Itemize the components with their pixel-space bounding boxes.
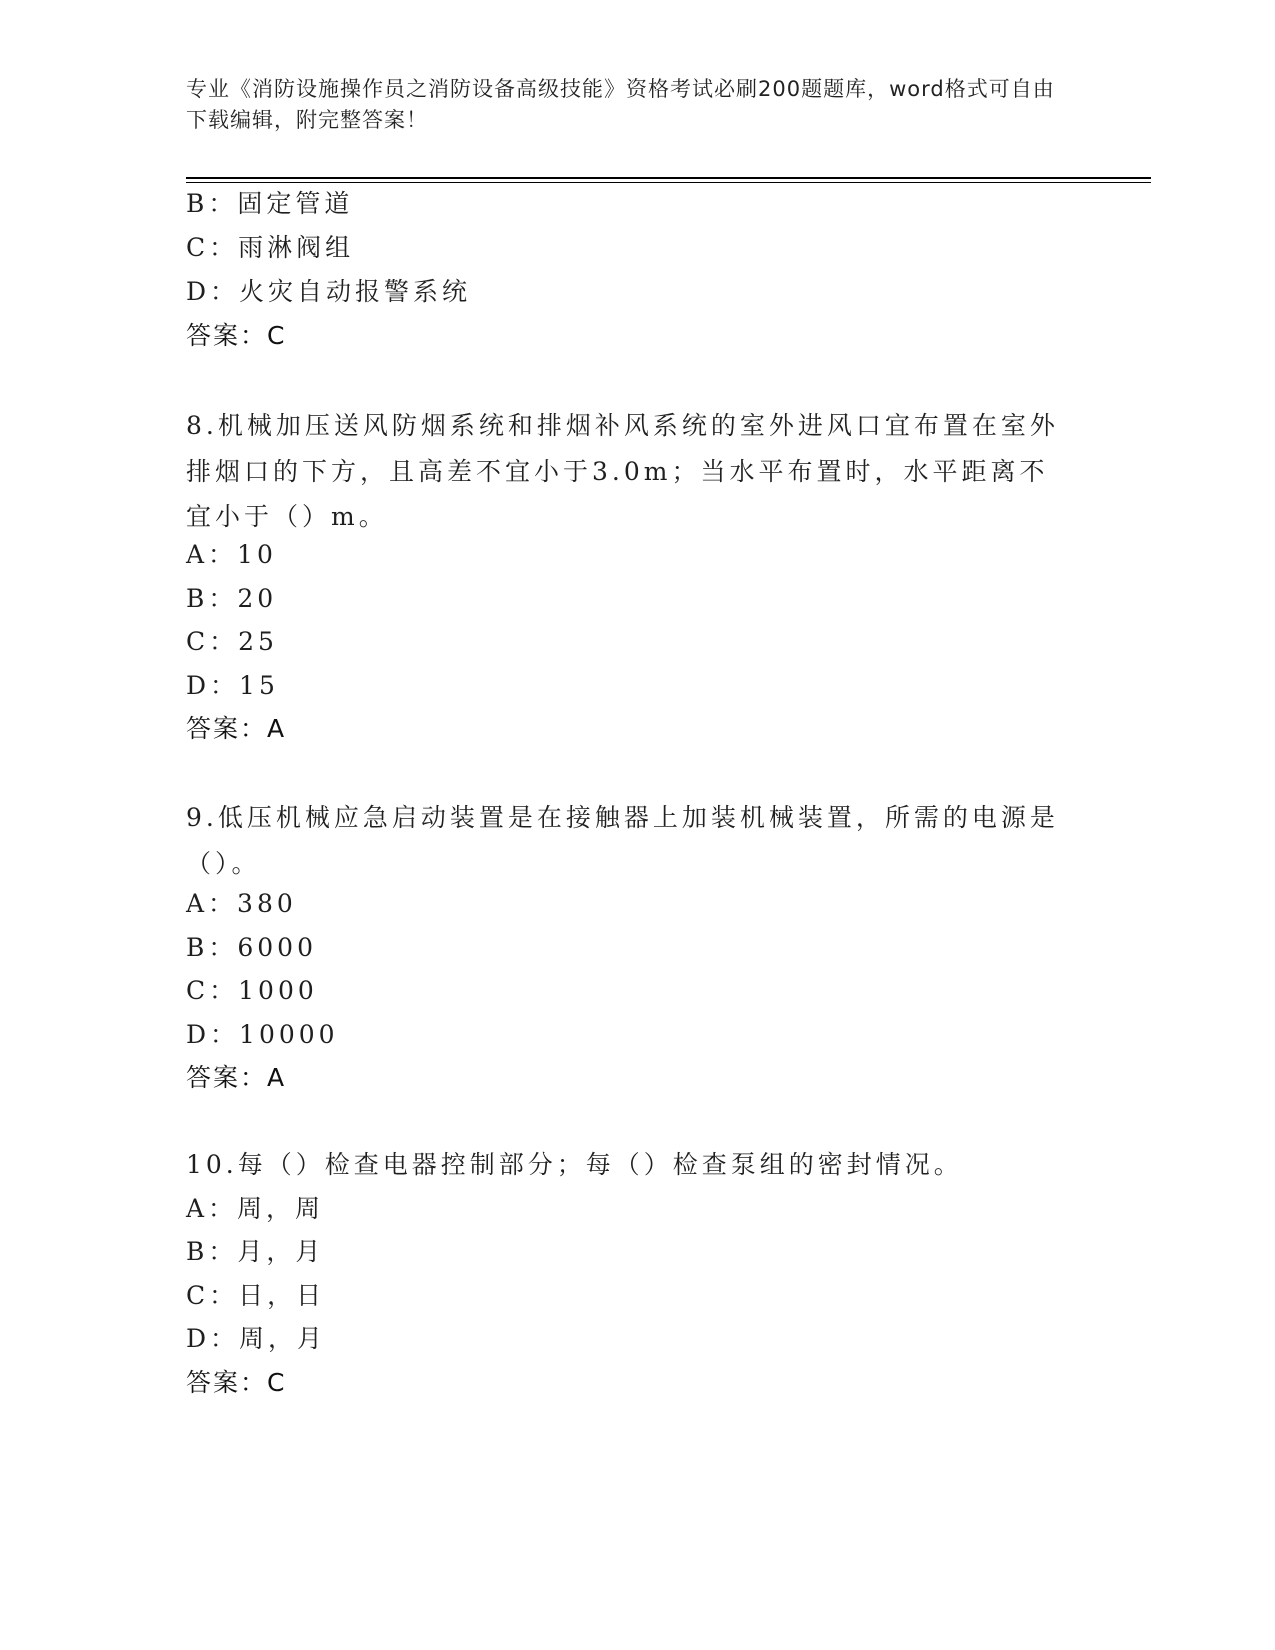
q8-option-a: A：10 [186,540,277,569]
q10-answer: 答案：C [186,1368,287,1397]
q8-option-c: C：25 [186,627,278,656]
q9-option-a: A：380 [186,889,297,918]
q10-option-b: B：月，月 [186,1237,325,1266]
q9-option-c: C：1000 [186,976,318,1005]
header-rule-thick [186,177,1151,179]
q7-option-b: B：固定管道 [186,189,354,218]
q7-option-d: D：火灾自动报警系统 [186,277,472,306]
q8-stem: 8.机械加压送风防烟系统和排烟补风系统的室外进风口宜布置在室外排烟口的下方，且高差不宜小于3.0m；当水平布置时，水平距离不宜小于（）m。 [186,411,1059,531]
q8-option-b: B：20 [186,584,278,613]
q10-stem: 10.每（）检查电器控制部分；每（）检查泵组的密封情况。 [186,1150,963,1179]
q9-answer: 答案：A [186,1063,287,1092]
q10-option-a: A：周，周 [186,1194,325,1223]
document-header: 专业《消防设施操作员之消防设备高级技能》资格考试必刷200题题库，word格式可自由下载编辑，附完整答案！ [186,77,1055,132]
q10-option-d: D：周，月 [186,1324,327,1353]
q7-answer: 答案：C [186,321,287,350]
q10-option-c: C：日，日 [186,1281,326,1310]
q9-option-b: B：6000 [186,933,317,962]
q9-option-d: D：10000 [186,1020,339,1049]
header-rule-thin [186,182,1151,183]
q8-answer: 答案：A [186,714,287,743]
q8-option-d: D：15 [186,671,279,700]
q7-option-c: C：雨淋阀组 [186,233,355,262]
q9-stem: 9.低压机械应急启动装置是在接触器上加装机械装置，所需的电源是（）。 [186,803,1059,878]
